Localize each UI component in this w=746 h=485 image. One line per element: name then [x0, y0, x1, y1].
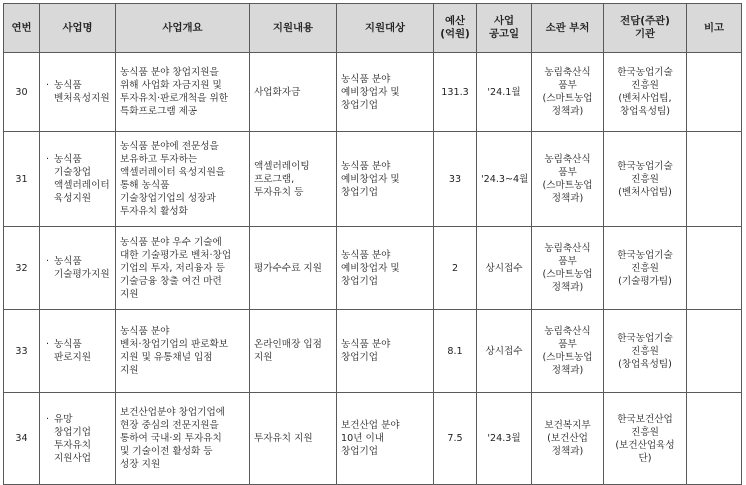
cell-agency: 한국농업기술 진흥원 (기술평가팀)	[604, 227, 687, 310]
cell-budget: 131.3	[434, 53, 477, 132]
program-name: 농식품 판로지원	[54, 339, 92, 363]
table-body	[4, 53, 742, 485]
cell-notice: '24.3~4월	[477, 132, 532, 227]
cell-note	[687, 227, 742, 310]
program-name: 농식품 벤처육성지원	[54, 80, 110, 104]
cell-note	[687, 393, 742, 485]
header-name: 사업명	[40, 4, 116, 53]
cell-budget: 7.5	[434, 393, 477, 485]
bullet-mark: ·	[46, 80, 50, 91]
cell-agency: 한국보건산업 진흥원 (보건산업육성 단)	[604, 393, 687, 485]
table-row	[4, 227, 742, 310]
cell-target: 농식품 분야 예비창업자 및 창업기업	[337, 53, 434, 132]
header-agency: 전담(주관) 기관	[604, 4, 687, 53]
cell-support: 투자유치 지원	[250, 393, 337, 485]
cell-target: 농식품 분야 창업기업	[337, 310, 434, 393]
cell-notice: 상시접수	[477, 227, 532, 310]
cell-target: 농식품 분야 예비창업자 및 창업기업	[337, 227, 434, 310]
cell-ministry: 농림축산식 품부 (스마트농업 정책과)	[532, 132, 604, 227]
bullet-mark: ·	[46, 339, 50, 350]
cell-agency: 한국농업기술 진흥원 (벤처사업팀)	[604, 132, 687, 227]
cell-notice: 상시접수	[477, 310, 532, 393]
cell-name	[40, 393, 116, 485]
cell-no: 31	[4, 132, 40, 227]
cell-no: 32	[4, 227, 40, 310]
cell-agency: 한국농업기술 진흥원 (벤처사업팀, 창업육성팀)	[604, 53, 687, 132]
cell-notice: '24.1월	[477, 53, 532, 132]
cell-target: 보건산업 분야 10년 이내 창업기업	[337, 393, 434, 485]
cell-overview: 보건산업분야 창업기업에 현장 중심의 전문지원을 통하여 국내·외 투자유치 및 기술이전 활성화 등 성장 지원	[116, 393, 250, 485]
cell-budget: 33	[434, 132, 477, 227]
cell-support: 온라인매장 입점 지원	[250, 310, 337, 393]
cell-overview: 농식품 분야에 전문성을 보유하고 투자하는 액셀러레이터 육성지원을 통해 농식품 기술창업기업의 성장과 투자유치 활성화	[116, 132, 250, 227]
cell-ministry: 농림축산식 품부 (스마트농업 정책과)	[532, 227, 604, 310]
table-row	[4, 53, 742, 132]
table-row	[4, 393, 742, 485]
header-notice: 사업 공고일	[477, 4, 532, 53]
bullet-mark: ·	[46, 154, 50, 165]
header-note: 비고	[687, 4, 742, 53]
cell-support: 사업화자금	[250, 53, 337, 132]
cell-no: 34	[4, 393, 40, 485]
cell-ministry: 농림축산식 품부 (스마트농업 정책과)	[532, 310, 604, 393]
table-header	[4, 4, 742, 53]
bullet-mark: ·	[46, 413, 50, 425]
cell-agency: 한국농업기술 진흥원 (창업육성팀)	[604, 310, 687, 393]
cell-support: 평가수수료 지원	[250, 227, 337, 310]
header-target: 지원대상	[337, 4, 434, 53]
header-ministry: 소관 부처	[532, 4, 604, 53]
cell-no: 30	[4, 53, 40, 132]
cell-notice: '24.3월	[477, 393, 532, 485]
header-support: 지원내용	[250, 4, 337, 53]
cell-budget: 8.1	[434, 310, 477, 393]
cell-note	[687, 132, 742, 227]
program-name: 농식품 기술창업 액셀러레이터 육성지원	[54, 154, 110, 204]
table-row	[4, 132, 742, 227]
support-program-table	[3, 3, 742, 485]
cell-ministry: 농림축산식 품부 (스마트농업 정책과)	[532, 53, 604, 132]
table-row	[4, 310, 742, 393]
cell-no: 33	[4, 310, 40, 393]
cell-overview: 농식품 분야 우수 기술에 대한 기술평가로 벤처·창업 기업의 투자, 저리융자 등 기술금융 창출 여건 마련 지원	[116, 227, 250, 310]
cell-name	[40, 53, 116, 132]
cell-name	[40, 310, 116, 393]
cell-ministry: 보건복지부 (보건산업 정책과)	[532, 393, 604, 485]
cell-overview: 농식품 분야 창업지원을 위해 사업화 자금지원 및 투자유치·판로개척을 위한 특화프로그램 제공	[116, 53, 250, 132]
bullet-mark: ·	[46, 256, 50, 267]
cell-support: 액셀러레이팅 프로그램, 투자유치 등	[250, 132, 337, 227]
header-row	[4, 4, 742, 53]
cell-note	[687, 310, 742, 393]
header-overview: 사업개요	[116, 4, 250, 53]
program-name: 농식품 기술평가지원	[54, 256, 110, 280]
cell-name	[40, 227, 116, 310]
cell-note	[687, 53, 742, 132]
header-budget: 예산 (억원)	[434, 4, 477, 53]
cell-name	[40, 132, 116, 227]
cell-overview: 농식품 분야 벤처·창업기업의 판로확보 지원 및 유통채널 입점 지원	[116, 310, 250, 393]
cell-target: 농식품 분야 예비창업자 및 창업기업	[337, 132, 434, 227]
program-name: 유망 창업기업 투자유치 지원사업	[54, 413, 92, 464]
cell-budget: 2	[434, 227, 477, 310]
header-no: 연번	[4, 4, 40, 53]
